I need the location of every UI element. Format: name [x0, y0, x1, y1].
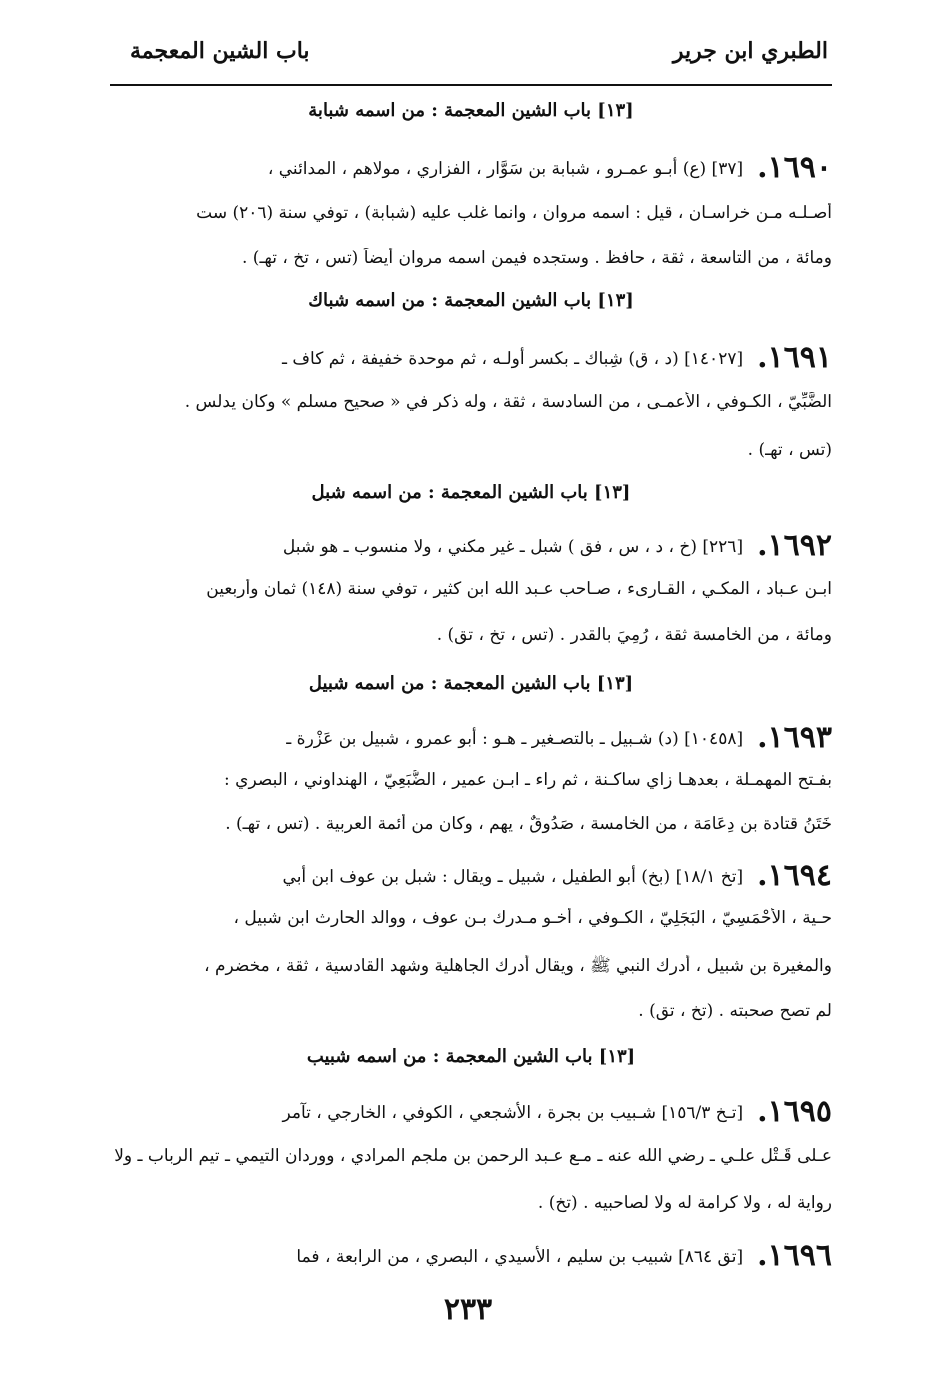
section-heading-shibl: [١٣] باب الشين المعجمة : من اسمه شبل	[311, 482, 631, 503]
running-head-chapter-title: باب الشين المعجمة	[130, 38, 310, 64]
entry-1693-line-1	[110, 720, 832, 755]
entry-1690-line-2: أصـلـه مـن خراسـان ، قيل : اسمه مروان ، وانما غلب عليه (شبابة) ، توفي سنة (٢٠٦) ست	[196, 203, 832, 223]
entry-1692-line-1	[110, 528, 832, 563]
section-heading-shababa: [١٣] باب الشين المعجمة : من اسمه شبابة	[308, 100, 634, 121]
entry-1693-line-3: خَتَنُ قتادة بن دِعَامَة ، من الخامسة ، صَدُوقٌ ، يهم ، وكان من أئمة العربية . (تس ، تهـ) .	[225, 814, 832, 834]
section-heading-shabib: [١٣] باب الشين المعجمة : من اسمه شبيب	[306, 1046, 636, 1067]
entry-1695-line-2: عـلى قَـتْل علـي ـ رضي الله عنه ـ مـع عـبد الرحمن بن ملجم المرادي ، ووردان التيمي ـ تيم الرباب ـ ولا	[114, 1146, 832, 1166]
section-heading-shibak: [١٣] باب الشين المعجمة : من اسمه شباك	[308, 290, 634, 311]
entry-number: ١٦٩٣.	[757, 720, 832, 755]
entry-1694-line-2: حـية ، الأَحْمَسِيّ ، البَجَلِيّ ، الكـوفي ، أخـو مـدرك بـن عوف ، ووالد الحارث ابن شبيل ،	[233, 908, 832, 928]
entry-number: ١٦٩١.	[757, 340, 832, 375]
entry-text: [تخ ١٨/١] (بخ) أبو الطفيل ، شبيل ـ ويقال : شبل بن عوف ابن أبي	[282, 867, 744, 887]
entry-1695-line-1	[110, 1094, 832, 1129]
entry-number: ١٦٩٦.	[757, 1238, 832, 1273]
entry-text: [تـخ ١٥٦/٣] شـبيب بن بجرة ، الأشجعي ، الكوفي ، الخارجي ، تآمر	[282, 1103, 744, 1123]
entry-text: [تق ٨٦٤] شبيب بن سليم ، الأسيدي ، البصري ، من الرابعة ، فما	[296, 1247, 744, 1267]
entry-text: [٣٧] (ع) أبـو عمـرو ، شبابة بن سَوَّار ، الفزاري ، مولاهم ، المدائني ،	[267, 159, 744, 179]
entry-1691-line-1	[110, 340, 832, 375]
entry-1691-line-2: الضَّبِّيّ ، الكـوفي ، الأعمـى ، من السادسة ، ثقة ، وله ذكر في « صحيح مسلم » وكان يدلس .	[184, 392, 832, 412]
entry-text: [٢٢٦] (خ ، د ، س ، فق ) شبل ـ غير مكني ، ولا منسوب ـ هو شبل	[282, 537, 744, 557]
entry-number: ١٦٩٠.	[757, 150, 832, 185]
entry-1694-line-1	[110, 858, 832, 893]
entry-number: ١٦٩٢.	[757, 528, 832, 563]
entry-1696-line-1	[110, 1238, 832, 1273]
page-number: ٢٣٣	[443, 1292, 493, 1327]
section-heading-shubail: [١٣] باب الشين المعجمة : من اسمه شبيل	[308, 673, 634, 694]
entry-text: [١٠٤٥٨] (د) شـبيل ـ بالتصـغير ـ هـو : أبو عمرو ، شبيل بن عَزْرة ـ	[286, 729, 744, 749]
entry-1690-line-1	[110, 150, 832, 185]
entry-1690-line-3: ومائة ، من التاسعة ، ثقة ، حافظ . وستجده فيمن اسمه مروان أيضاً (تس ، تخ ، تهـ) .	[242, 248, 832, 268]
entry-1694-line-4: لم تصح صحبته . (تخ ، تق) .	[638, 1001, 832, 1021]
entry-number: ١٦٩٥.	[757, 1094, 832, 1129]
entry-1691-line-3: (تس ، تهـ) .	[747, 440, 832, 460]
entry-1693-line-2: بفـتح المهمـلة ، بعدهـا زاي ساكـنة ، ثم راء ـ ابـن عمير ، الضُّبَعِيّ ، الهنداوني ، البصري :	[224, 770, 832, 790]
running-head-book-title: الطبري ابن جرير	[672, 38, 828, 64]
entry-1694-line-3: والمغيرة بن شبيل ، أدرك النبي ﷺ ، ويقال أدرك الجاهلية وشهد القادسية ، ثقة ، مخضرم ،	[204, 956, 832, 976]
entry-1692-line-2: ابـن عـباد ، المكـي ، القـارىء ، صـاحب عـبد الله ابن كثير ، توفي سنة (١٤٨) ثمان وأربعين	[206, 579, 832, 599]
header-divider	[110, 84, 832, 86]
entry-text: [١٤٠٢٧] (د ، ق) شِباك ـ بكسر أولـه ، ثم موحدة خفيفة ، ثم كاف ـ	[282, 349, 744, 369]
entry-number: ١٦٩٤.	[757, 858, 832, 893]
entry-1695-line-3: رواية له ، ولا كرامة له ولا لصاحبيه . (تخ) .	[537, 1193, 832, 1213]
entry-1692-line-3: ومائة ، من الخامسة ثقة ، رُمِيَ بالقدر . (تس ، تخ ، تق) .	[436, 625, 832, 645]
